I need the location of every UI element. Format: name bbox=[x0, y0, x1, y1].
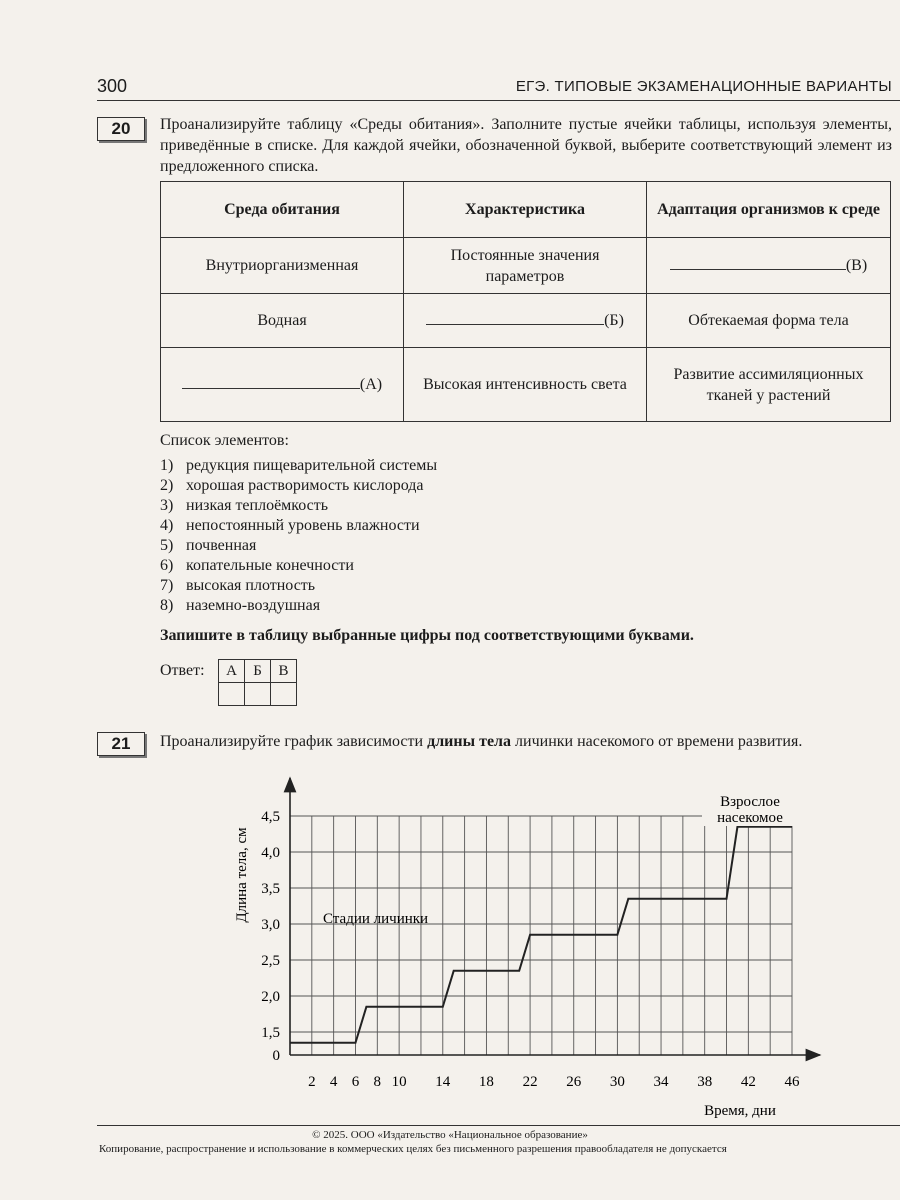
task-20-number: 20 bbox=[97, 117, 145, 141]
instruction-text-end: личинки насекомого от времени развития. bbox=[511, 733, 803, 750]
blank-line bbox=[182, 374, 360, 389]
item-number: 2) bbox=[160, 477, 174, 494]
fill-instruction: Запишите в таблицу выбранные цифры под соответствующими буквами. bbox=[160, 627, 694, 644]
cell-habitat: Водная bbox=[161, 294, 404, 348]
blank-letter: (А) bbox=[359, 376, 383, 393]
item-number: 5) bbox=[160, 537, 174, 554]
x-tick-label: 42 bbox=[740, 1074, 756, 1090]
chart-series bbox=[290, 827, 792, 1043]
cell-habitat: Внутриорганизменная bbox=[161, 238, 404, 294]
y-tick-label: 0 bbox=[272, 1048, 280, 1064]
x-axis-label: Время, дни bbox=[704, 1103, 776, 1119]
answer-letter-b: Б bbox=[245, 660, 271, 683]
header-characteristic: Характеристика bbox=[404, 182, 647, 238]
x-tick-label: 46 bbox=[784, 1074, 800, 1090]
cell-adaptation: Обтекаемая форма тела bbox=[647, 294, 891, 348]
list-item bbox=[160, 556, 437, 576]
item-text: высокая плотность bbox=[186, 577, 316, 594]
item-text: почвенная bbox=[186, 537, 257, 554]
y-tick-label: 4,5 bbox=[261, 809, 280, 825]
answer-input-v[interactable] bbox=[271, 683, 297, 706]
list-item bbox=[160, 516, 437, 536]
instruction-text-start: Проанализируйте график зависимости bbox=[160, 733, 428, 750]
blank-line bbox=[670, 255, 846, 270]
series-line bbox=[290, 827, 792, 1043]
table-row bbox=[161, 348, 891, 422]
y-tick-label: 2,5 bbox=[261, 953, 280, 969]
blank-letter: (В) bbox=[845, 257, 868, 274]
item-text: редукция пищеварительной системы bbox=[186, 457, 438, 474]
item-text: хорошая растворимость кислорода bbox=[186, 477, 424, 494]
chart-tick-labels bbox=[261, 809, 800, 1090]
x-tick-label: 2 bbox=[308, 1074, 316, 1090]
cell-blank-a[interactable] bbox=[161, 348, 404, 422]
header-adaptation: Адаптация организмов к среде bbox=[647, 182, 891, 238]
page-number: 300 bbox=[97, 76, 128, 96]
item-number: 1) bbox=[160, 457, 174, 474]
item-text: копательные конечности bbox=[186, 557, 354, 574]
x-tick-label: 10 bbox=[391, 1074, 407, 1090]
item-text: непостоянный уровень влажности bbox=[186, 517, 420, 534]
elements-list-title: Список элементов: bbox=[160, 432, 289, 449]
answer-table bbox=[218, 659, 297, 706]
table-row bbox=[161, 294, 891, 348]
y-tick-label: 1,5 bbox=[261, 1025, 280, 1041]
y-tick-label: 4,0 bbox=[261, 845, 280, 861]
annotation-larva-stages: Стадии личинки bbox=[323, 911, 429, 927]
list-item bbox=[160, 536, 437, 556]
list-item bbox=[160, 456, 437, 476]
answer-input-b[interactable] bbox=[245, 683, 271, 706]
y-axis-label: Длина тела, см bbox=[234, 827, 250, 923]
list-item bbox=[160, 476, 437, 496]
cell-adaptation: Развитие ассимиляционных тканей у растений bbox=[647, 348, 891, 422]
x-tick-label: 26 bbox=[566, 1074, 582, 1090]
cell-blank-b[interactable] bbox=[404, 294, 647, 348]
y-tick-label: 2,0 bbox=[261, 989, 280, 1005]
x-tick-label: 14 bbox=[435, 1074, 451, 1090]
answer-letter-v: В bbox=[271, 660, 297, 683]
running-title: ЕГЭ. ТИПОВЫЕ ЭКЗАМЕНАЦИОННЫЕ ВАРИАНТЫ bbox=[515, 78, 892, 95]
item-text: низкая теплоёмкость bbox=[186, 497, 329, 514]
item-number: 4) bbox=[160, 517, 174, 534]
cell-characteristic: Высокая интенсивность света bbox=[404, 348, 647, 422]
x-tick-label: 4 bbox=[329, 1074, 338, 1090]
item-number: 7) bbox=[160, 577, 174, 594]
task-21-instruction bbox=[160, 731, 895, 752]
footer-copyright: © 2025. ООО «Издательство «Национальное образование» bbox=[312, 1129, 588, 1141]
item-number: 3) bbox=[160, 497, 174, 514]
habitat-table bbox=[160, 181, 891, 422]
list-item bbox=[160, 576, 437, 596]
table-row bbox=[161, 238, 891, 294]
item-number: 8) bbox=[160, 597, 174, 614]
annotation-adult-line2: насекомое bbox=[717, 810, 783, 826]
table-header-row bbox=[161, 182, 891, 238]
answer-input-a[interactable] bbox=[219, 683, 245, 706]
annotation-adult-line1: Взрослое bbox=[720, 794, 780, 810]
footer-notice: Копирование, распространение и использование в коммерческих целях без письменного разрешения правообладателя не допускается bbox=[99, 1143, 727, 1155]
x-tick-label: 22 bbox=[522, 1074, 538, 1090]
answer-letter-a: А bbox=[219, 660, 245, 683]
blank-letter: (Б) bbox=[604, 312, 624, 329]
answer-label: Ответ: bbox=[160, 662, 205, 679]
elements-list bbox=[160, 456, 437, 616]
list-item bbox=[160, 596, 437, 616]
item-number: 6) bbox=[160, 557, 174, 574]
x-tick-label: 6 bbox=[351, 1074, 360, 1090]
cell-characteristic: Постоянные значения параметров bbox=[404, 238, 647, 294]
footer-divider bbox=[97, 1125, 900, 1126]
x-tick-label: 8 bbox=[373, 1074, 382, 1090]
task-20-instruction: Проанализируйте таблицу «Среды обитания». Заполните пустые ячейки таблицы, используя элементы, приведённые в списке. Для каждой ячейки, обозначенной буквой, выберите соответствующий элемент из предложенного списка. bbox=[160, 116, 892, 175]
item-text: наземно-воздушная bbox=[186, 597, 321, 614]
y-tick-label: 3,5 bbox=[261, 881, 280, 897]
chart-labels bbox=[234, 790, 794, 1119]
list-item bbox=[160, 496, 437, 516]
blank-line bbox=[426, 310, 604, 325]
growth-chart bbox=[180, 770, 840, 1120]
x-tick-label: 34 bbox=[653, 1074, 669, 1090]
x-tick-label: 30 bbox=[609, 1074, 625, 1090]
x-tick-label: 18 bbox=[478, 1074, 494, 1090]
task-21-number: 21 bbox=[97, 732, 145, 756]
header-divider bbox=[97, 100, 900, 101]
cell-blank-v[interactable] bbox=[647, 238, 891, 294]
instruction-text-bold: длины тела bbox=[427, 733, 512, 750]
x-tick-label: 38 bbox=[697, 1074, 713, 1090]
y-tick-label: 3,0 bbox=[261, 917, 280, 933]
header-habitat: Среда обитания bbox=[161, 182, 404, 238]
